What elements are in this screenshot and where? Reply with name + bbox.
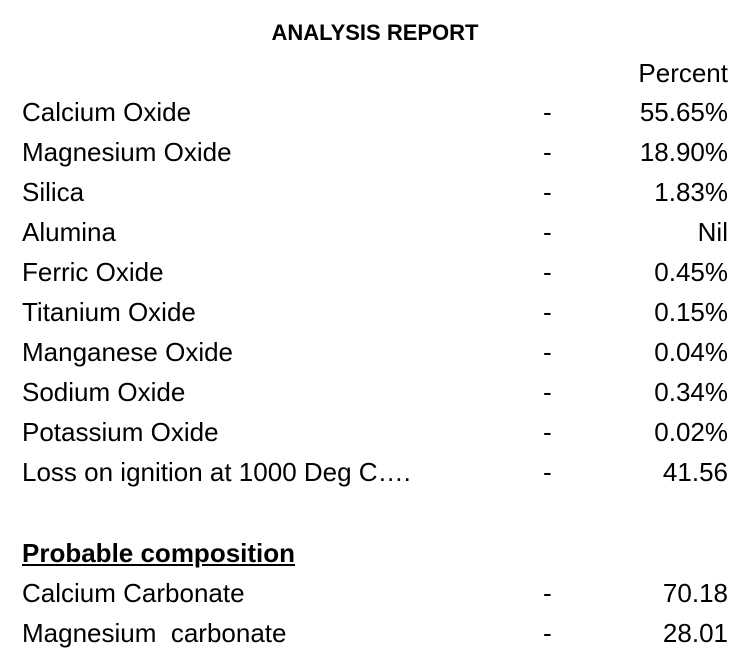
row-value: 0.04% xyxy=(654,337,728,367)
row-separator: - xyxy=(543,97,552,127)
row-separator: - xyxy=(543,457,552,487)
row-label: Calcium Carbonate xyxy=(22,578,245,608)
report-title: ANALYSIS REPORT xyxy=(271,20,479,45)
row-label: Manganese Oxide xyxy=(22,337,234,367)
row-separator: - xyxy=(543,377,552,407)
row-label: Titanium Oxide xyxy=(22,297,196,327)
analysis-row xyxy=(0,457,738,497)
row-value: 28.01 xyxy=(662,618,728,648)
analysis-row xyxy=(0,377,738,417)
row-label: Magnesium carbonate xyxy=(22,618,287,648)
row-separator: - xyxy=(543,578,552,608)
row-value: 55.65% xyxy=(639,97,728,127)
row-value: 18.90% xyxy=(639,137,728,167)
row-separator: - xyxy=(543,257,552,287)
row-value: 70.18 xyxy=(662,578,728,608)
row-label: Alumina xyxy=(22,217,116,247)
row-separator: - xyxy=(543,417,552,447)
row-separator: - xyxy=(543,618,552,648)
row-label: Calcium Oxide xyxy=(22,97,192,127)
row-label: Magnesium Oxide xyxy=(22,137,232,167)
row-separator: - xyxy=(543,137,552,167)
row-value: 1.83% xyxy=(654,177,728,207)
composition-row xyxy=(0,618,738,658)
analysis-row xyxy=(0,137,738,177)
row-label: Ferric Oxide xyxy=(22,257,164,287)
analysis-row xyxy=(0,337,738,377)
row-value: 41.56 xyxy=(662,457,728,487)
row-label: Potassium Oxide xyxy=(22,417,219,447)
analysis-row xyxy=(0,217,738,257)
row-separator: - xyxy=(543,337,552,367)
analysis-row xyxy=(0,177,738,217)
analysis-row xyxy=(0,417,738,457)
row-value: 0.02% xyxy=(654,417,728,447)
row-value: 0.15% xyxy=(654,297,728,327)
row-separator: - xyxy=(543,177,552,207)
analysis-row xyxy=(0,297,738,337)
analysis-row xyxy=(0,97,738,137)
row-value: 0.34% xyxy=(654,377,728,407)
row-label: Silica xyxy=(22,177,85,207)
analysis-row xyxy=(0,257,738,297)
row-value: 0.45% xyxy=(654,257,728,287)
row-separator: - xyxy=(543,297,552,327)
composition-section-title: Probable composition xyxy=(22,538,296,568)
row-separator: - xyxy=(543,217,552,247)
percent-column-header: Percent xyxy=(638,58,728,88)
composition-row xyxy=(0,578,738,618)
row-label: Loss on ignition at 1000 Deg C…. xyxy=(22,457,411,487)
row-value: Nil xyxy=(697,217,728,247)
row-label: Sodium Oxide xyxy=(22,377,186,407)
